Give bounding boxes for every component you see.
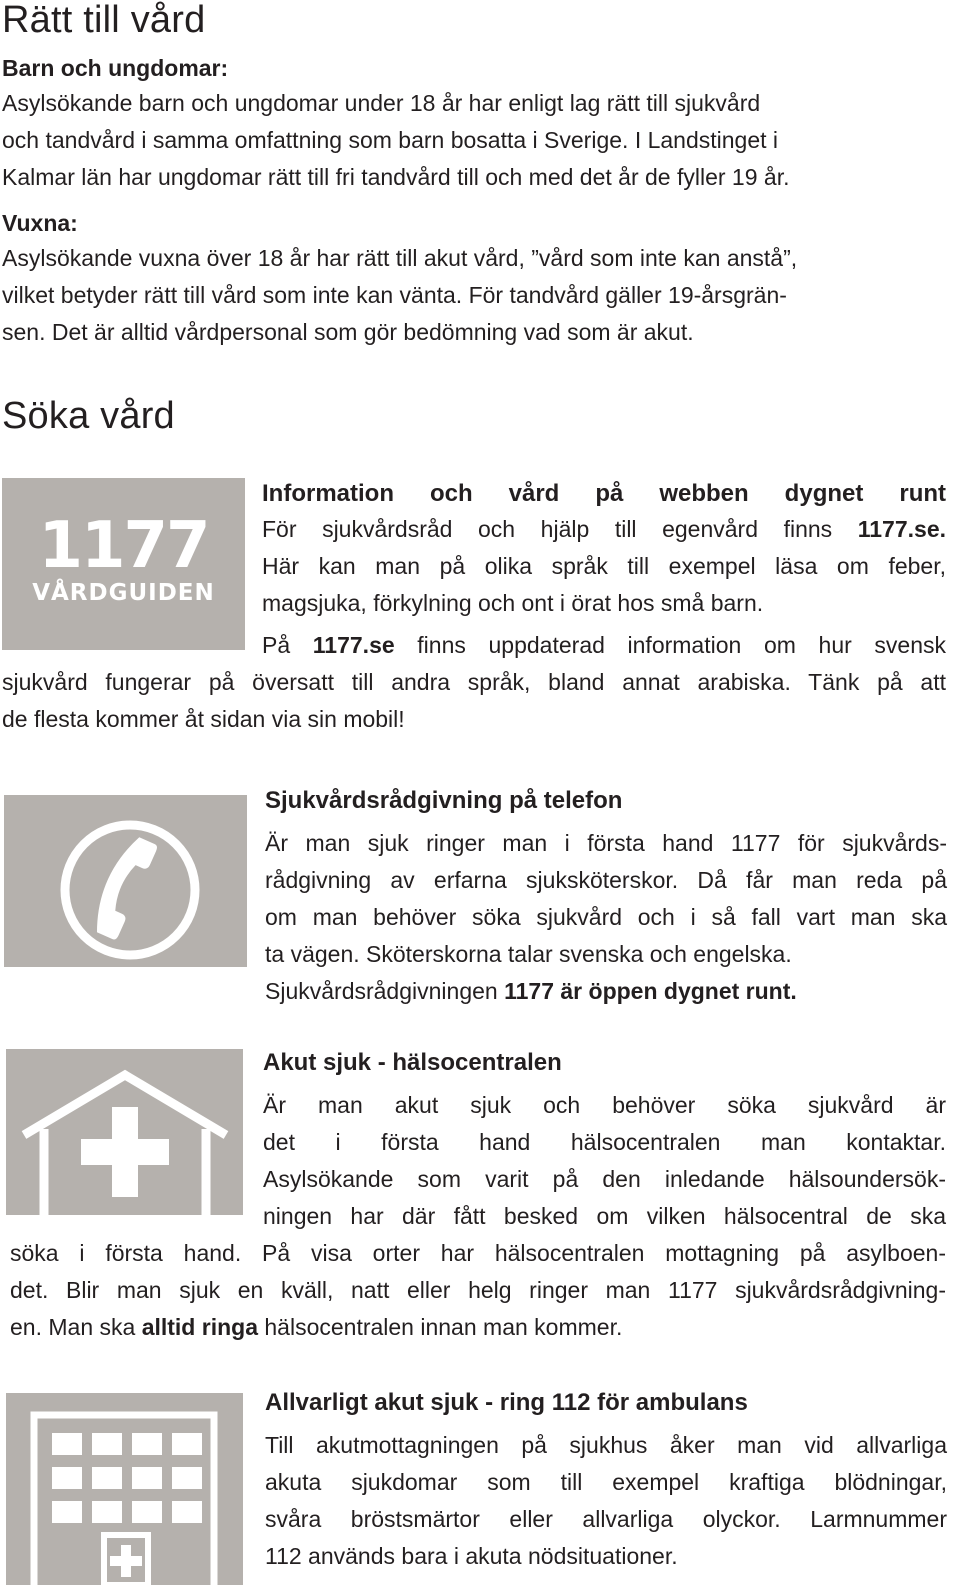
text-line: de flesta kommer åt sidan via sin mobil! xyxy=(2,706,405,732)
logo-number: 1177 xyxy=(38,509,209,583)
text-line: en. Man ska alltid ringa hälsocentralen innan man kommer. xyxy=(10,1314,623,1340)
hospital-icon xyxy=(6,1393,243,1585)
text-line: det i första hand hälsocentralen man kontaktar. xyxy=(263,1129,946,1155)
text-line: magsjuka, förkylning och ont i örat hos små barn. xyxy=(262,590,764,616)
text-line: sjukvård fungerar på översatt till andra språk, bland annat arabiska. Tänk på att xyxy=(2,669,946,695)
text-line: ta vägen. Sköterskorna talar svenska och engelska. xyxy=(265,941,792,967)
text-line: Är man akut sjuk och behöver söka sjukvård är xyxy=(263,1092,946,1118)
phone-heading: Sjukvårdsrådgivning på telefon xyxy=(265,787,623,814)
clinic-paragraph xyxy=(10,1090,948,1350)
text-line: svåra bröstsmärtor eller allvarliga olyckor. Larmnummer xyxy=(265,1506,947,1532)
text-line: För sjukvårdsråd och hjälp till egenvård finns 1177.se. xyxy=(262,516,946,542)
logo-text: VÅRDGUIDEN xyxy=(32,580,215,606)
phone-icon xyxy=(4,795,247,967)
vardguiden-logo xyxy=(2,478,245,650)
text-line: 112 används bara i akuta nödsituationer. xyxy=(265,1543,678,1569)
text-line: rådgivning av erfarna sjuksköterskor. Då får man reda på xyxy=(265,867,947,893)
phone-paragraph xyxy=(265,828,947,1008)
web-paragraph-b xyxy=(2,630,948,742)
page-title: Rätt till vård xyxy=(2,0,206,41)
text-line: Asylsökande som varit på den inledande hälsoundersök- xyxy=(263,1166,946,1192)
text-line: Kalmar län har ungdomar rätt till fri tandvård till och med det år de fyller 19 år. xyxy=(2,164,790,190)
text-line: Till akutmottagningen på sjukhus åker man vid allvarliga xyxy=(265,1432,947,1458)
text-line: akuta sjukdomar som till exempel kraftiga blödningar, xyxy=(265,1469,947,1495)
text-line: Asylsökande barn och ungdomar under 18 år har enligt lag rätt till sjukvård xyxy=(2,90,761,116)
adults-paragraph xyxy=(2,243,952,355)
text-line: På 1177.se finns uppdaterad information om hur svensk xyxy=(262,632,946,658)
text-line: och tandvård i samma omfattning som barn bosatta i Sverige. I Landstinget i xyxy=(2,127,779,153)
children-heading: Barn och ungdomar: xyxy=(2,55,229,81)
text-line: Är man sjuk ringer man i första hand 1177 för sjukvårds- xyxy=(265,830,947,856)
text-line: om man behöver söka sjukvård och i så fall vart man ska xyxy=(265,904,947,930)
text-line: Här kan man på olika språk till exempel läsa om feber, xyxy=(262,553,946,579)
text-line: Asylsökande vuxna över 18 år har rätt till akut vård, ”vård som inte kan anstå”, xyxy=(2,245,798,271)
text-line: vilket betyder rätt till vård som inte kan vänta. För tandvård gäller 19-årsgrän- xyxy=(2,282,787,308)
text-line: Sjukvårdsrådgivningen 1177 är öppen dygnet runt. xyxy=(265,978,797,1004)
text-line: det. Blir man sjuk en kväll, natt eller helg ringer man 1177 sjukvårdsrådgivning- xyxy=(10,1277,946,1303)
emergency-paragraph xyxy=(265,1430,947,1580)
text-line: sen. Det är alltid vårdpersonal som gör bedömning vad som är akut. xyxy=(2,319,694,345)
section-title: Söka vård xyxy=(2,395,175,437)
web-heading: Information och vård på webben dygnet runt xyxy=(262,480,946,507)
text-line: söka i första hand. På visa orter har hälsocentralen mottagning på asylboen- xyxy=(10,1240,946,1266)
emergency-heading: Allvarligt akut sjuk - ring 112 för ambulans xyxy=(265,1389,748,1416)
text-line: ningen har där fått besked om vilken hälsocentral de ska xyxy=(263,1203,946,1229)
children-paragraph xyxy=(2,88,952,200)
clinic-heading: Akut sjuk - hälsocentralen xyxy=(263,1049,562,1076)
adults-heading: Vuxna: xyxy=(2,210,78,236)
web-paragraph-a xyxy=(262,514,946,634)
